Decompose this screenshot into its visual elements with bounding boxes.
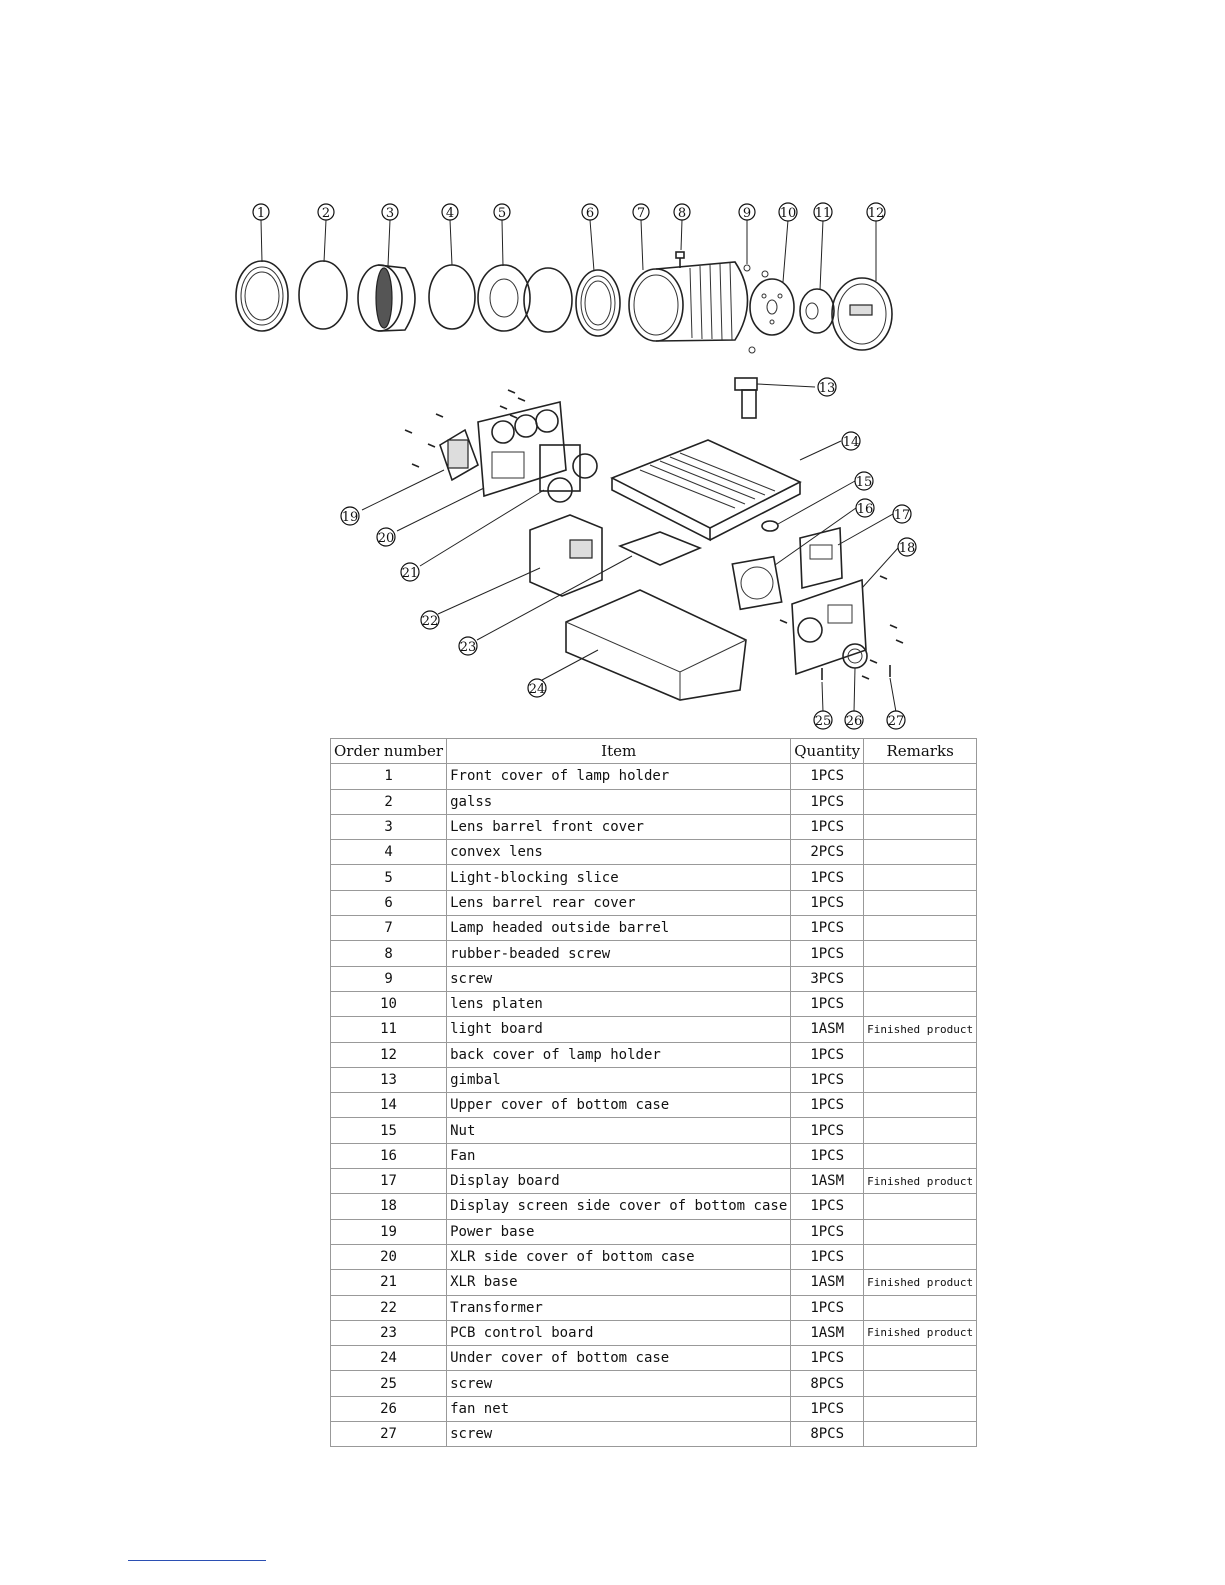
cell-order-number: 18 [331, 1194, 447, 1219]
cell-order-number: 22 [331, 1295, 447, 1320]
cell-quantity: 1PCS [791, 1042, 864, 1067]
cell-order-number: 8 [331, 941, 447, 966]
svg-text:14: 14 [842, 435, 860, 450]
cell-remarks [864, 1295, 977, 1320]
table-row [331, 1042, 977, 1067]
cell-order-number: 4 [331, 840, 447, 865]
callout-18 [898, 538, 916, 556]
cell-item: Lens barrel rear cover [447, 890, 791, 915]
table-row [331, 1320, 977, 1345]
cell-quantity: 1PCS [791, 1346, 864, 1371]
table-row [331, 890, 977, 915]
cell-item: Display screen side cover of bottom case [447, 1194, 791, 1219]
svg-text:12: 12 [867, 206, 885, 221]
svg-text:11: 11 [814, 206, 832, 221]
cell-quantity: 1PCS [791, 1244, 864, 1269]
callout-22 [421, 611, 439, 629]
cell-quantity: 1PCS [791, 1295, 864, 1320]
cell-order-number: 10 [331, 991, 447, 1016]
part-12-back-cover [832, 278, 892, 350]
cell-order-number: 25 [331, 1371, 447, 1396]
cell-quantity: 1PCS [791, 1118, 864, 1143]
part-17-display-board [800, 528, 842, 588]
cell-item: Under cover of bottom case [447, 1346, 791, 1371]
cell-remarks [864, 1396, 977, 1421]
cell-order-number: 17 [331, 1169, 447, 1194]
table-row [331, 1396, 977, 1421]
cell-order-number: 16 [331, 1143, 447, 1168]
parts-table-body [331, 764, 977, 1447]
callout-7 [633, 204, 649, 221]
cell-quantity: 1PCS [791, 1067, 864, 1092]
table-header-row [331, 739, 977, 764]
cell-order-number: 5 [331, 865, 447, 890]
callout-6 [582, 204, 598, 221]
cell-item: convex lens [447, 840, 791, 865]
part-19-power-base [440, 430, 478, 480]
cell-item: light board [447, 1017, 791, 1042]
svg-text:15: 15 [855, 475, 873, 490]
part-8-rubber-beaded-screw [676, 252, 684, 268]
table-row [331, 966, 977, 991]
cell-item: Lamp headed outside barrel [447, 916, 791, 941]
table-row [331, 1270, 977, 1295]
table-row [331, 865, 977, 890]
part-6-lens-barrel-rear-cover [576, 270, 620, 336]
cell-quantity: 1PCS [791, 1143, 864, 1168]
cell-remarks: Finished product [864, 1169, 977, 1194]
svg-text:25: 25 [814, 714, 832, 729]
table-row [331, 1093, 977, 1118]
cell-item: screw [447, 966, 791, 991]
cell-order-number: 23 [331, 1320, 447, 1345]
part-11-light-board [800, 289, 834, 333]
callout-21 [401, 563, 419, 581]
cell-quantity: 2PCS [791, 840, 864, 865]
cell-remarks [864, 941, 977, 966]
callout-3 [382, 204, 398, 221]
cell-remarks [864, 764, 977, 789]
base-case-parts [405, 378, 903, 700]
cell-item: rubber-beaded screw [447, 941, 791, 966]
cell-item: back cover of lamp holder [447, 1042, 791, 1067]
part-4-convex-lens [429, 265, 475, 329]
cell-order-number: 15 [331, 1118, 447, 1143]
cell-remarks [864, 1093, 977, 1118]
table-row [331, 1067, 977, 1092]
cell-quantity: 1ASM [791, 1017, 864, 1042]
convex-lens-second [524, 268, 572, 332]
part-13-gimbal [735, 378, 757, 418]
cell-quantity: 1PCS [791, 890, 864, 915]
cell-item: Transformer [447, 1295, 791, 1320]
cell-item: gimbal [447, 1067, 791, 1092]
cell-item: XLR side cover of bottom case [447, 1244, 791, 1269]
cell-order-number: 19 [331, 1219, 447, 1244]
svg-text:24: 24 [528, 682, 546, 697]
cell-order-number: 11 [331, 1017, 447, 1042]
svg-text:20: 20 [377, 531, 395, 546]
part-5-light-blocking-slice [478, 265, 530, 331]
cell-order-number: 9 [331, 966, 447, 991]
cell-item: Front cover of lamp holder [447, 764, 791, 789]
callout-11 [814, 203, 832, 221]
table-row [331, 1346, 977, 1371]
cell-order-number: 12 [331, 1042, 447, 1067]
cell-quantity: 1PCS [791, 865, 864, 890]
svg-text:19: 19 [341, 510, 359, 525]
table-row [331, 1017, 977, 1042]
svg-text:22: 22 [421, 614, 439, 629]
svg-text:26: 26 [845, 714, 863, 729]
table-row [331, 1169, 977, 1194]
cell-item: Nut [447, 1118, 791, 1143]
cell-item: screw [447, 1371, 791, 1396]
header-item: Item [447, 739, 791, 764]
cell-remarks: Finished product [864, 1270, 977, 1295]
table-row [331, 1143, 977, 1168]
svg-text:7: 7 [636, 206, 646, 221]
cell-remarks [864, 840, 977, 865]
cell-item: lens platen [447, 991, 791, 1016]
svg-text:23: 23 [459, 640, 477, 655]
svg-text:8: 8 [677, 206, 687, 221]
header-quantity: Quantity [791, 739, 864, 764]
cell-order-number: 27 [331, 1422, 447, 1447]
part-2-glass [299, 261, 347, 329]
cell-remarks [864, 865, 977, 890]
callout-16 [856, 499, 874, 517]
cell-order-number: 20 [331, 1244, 447, 1269]
part-18-display-side-cover [792, 580, 866, 674]
table-row [331, 840, 977, 865]
cell-quantity: 1PCS [791, 941, 864, 966]
cell-quantity: 1ASM [791, 1270, 864, 1295]
cell-order-number: 26 [331, 1396, 447, 1421]
svg-text:10: 10 [779, 206, 797, 221]
callout-8 [674, 204, 690, 221]
part-10-lens-platen [750, 279, 794, 335]
callout-4 [442, 204, 458, 221]
svg-text:27: 27 [887, 714, 905, 729]
callout-13 [818, 378, 836, 396]
svg-text:18: 18 [898, 541, 916, 556]
cell-order-number: 13 [331, 1067, 447, 1092]
part-22-transformer [530, 515, 602, 596]
callout-1 [253, 204, 269, 221]
cell-quantity: 1PCS [791, 991, 864, 1016]
cell-remarks [864, 1194, 977, 1219]
callout-23 [459, 637, 477, 655]
lamp-head-parts [236, 252, 892, 353]
cell-remarks [864, 1143, 977, 1168]
cell-quantity: 1PCS [791, 1396, 864, 1421]
exploded-view-diagram [0, 0, 1225, 740]
svg-text:9: 9 [742, 206, 752, 221]
cell-remarks [864, 991, 977, 1016]
cell-order-number: 24 [331, 1346, 447, 1371]
cell-remarks: Finished product [864, 1017, 977, 1042]
part-21-xlr-base [540, 445, 597, 502]
cell-remarks [864, 1219, 977, 1244]
cell-quantity: 3PCS [791, 966, 864, 991]
callout-25 [814, 711, 832, 729]
cell-quantity: 1PCS [791, 1194, 864, 1219]
cell-quantity: 1PCS [791, 1093, 864, 1118]
cell-order-number: 6 [331, 890, 447, 915]
cell-quantity: 1PCS [791, 1219, 864, 1244]
callout-26 [845, 711, 863, 729]
callout-12 [867, 203, 885, 221]
table-row [331, 1422, 977, 1447]
cell-quantity: 1ASM [791, 1169, 864, 1194]
cell-item: fan net [447, 1396, 791, 1421]
cell-order-number: 1 [331, 764, 447, 789]
part-14-upper-cover [612, 440, 800, 540]
cell-remarks [864, 1371, 977, 1396]
callout-15 [855, 472, 873, 490]
cell-item: Lens barrel front cover [447, 814, 791, 839]
svg-text:21: 21 [401, 566, 419, 581]
callout-19 [341, 507, 359, 525]
part-15-nut [762, 521, 778, 531]
svg-text:17: 17 [893, 508, 911, 523]
callouts [253, 203, 916, 729]
callout-2 [318, 204, 334, 221]
cell-quantity: 1PCS [791, 764, 864, 789]
part-1-front-cover [236, 261, 288, 331]
header-remarks: Remarks [864, 739, 977, 764]
cell-item: XLR base [447, 1270, 791, 1295]
table-row [331, 1219, 977, 1244]
cell-item: PCB control board [447, 1320, 791, 1345]
cell-remarks [864, 789, 977, 814]
cell-item: Power base [447, 1219, 791, 1244]
callout-9 [739, 204, 755, 221]
cell-order-number: 21 [331, 1270, 447, 1295]
svg-text:16: 16 [856, 502, 874, 517]
table-row [331, 941, 977, 966]
cell-remarks [864, 916, 977, 941]
callout-10 [779, 203, 797, 221]
table-row [331, 764, 977, 789]
cell-remarks [864, 890, 977, 915]
cell-order-number: 3 [331, 814, 447, 839]
part-16-fan [732, 557, 781, 610]
cell-order-number: 7 [331, 916, 447, 941]
cell-item: galss [447, 789, 791, 814]
cell-remarks [864, 814, 977, 839]
part-3-lens-barrel-front-cover [358, 265, 415, 331]
cell-quantity: 1PCS [791, 916, 864, 941]
part-23-pcb-control-board [620, 532, 700, 565]
cell-item: Light-blocking slice [447, 865, 791, 890]
table-row [331, 916, 977, 941]
cell-remarks [864, 1118, 977, 1143]
cell-quantity: 1PCS [791, 789, 864, 814]
cell-remarks [864, 1346, 977, 1371]
part-7-outside-barrel [629, 262, 748, 341]
svg-text:6: 6 [585, 206, 595, 221]
cell-item: Upper cover of bottom case [447, 1093, 791, 1118]
table-row [331, 1194, 977, 1219]
cell-item: Fan [447, 1143, 791, 1168]
cell-remarks [864, 1244, 977, 1269]
callout-20 [377, 528, 395, 546]
cell-quantity: 1PCS [791, 814, 864, 839]
cell-remarks [864, 966, 977, 991]
callout-24 [528, 679, 546, 697]
cell-remarks [864, 1067, 977, 1092]
cell-item: Display board [447, 1169, 791, 1194]
svg-text:1: 1 [256, 206, 266, 221]
cell-remarks [864, 1422, 977, 1447]
table-row [331, 1295, 977, 1320]
callout-14 [842, 432, 860, 450]
svg-text:5: 5 [497, 206, 507, 221]
table-row [331, 814, 977, 839]
cell-item: screw [447, 1422, 791, 1447]
table-row [331, 1371, 977, 1396]
parts-list-table [330, 738, 977, 1447]
svg-text:2: 2 [321, 206, 331, 221]
svg-text:4: 4 [445, 206, 455, 221]
part-20-xlr-side-cover [478, 402, 566, 496]
cell-remarks [864, 1042, 977, 1067]
footer-rule [128, 1560, 266, 1561]
cell-quantity: 1ASM [791, 1320, 864, 1345]
cell-order-number: 2 [331, 789, 447, 814]
svg-text:13: 13 [818, 381, 836, 396]
table-row [331, 789, 977, 814]
svg-text:3: 3 [385, 206, 395, 221]
header-order-number: Order number [331, 739, 447, 764]
callout-5 [494, 204, 510, 221]
cell-quantity: 8PCS [791, 1371, 864, 1396]
cell-quantity: 8PCS [791, 1422, 864, 1447]
table-row [331, 1244, 977, 1269]
cell-order-number: 14 [331, 1093, 447, 1118]
callout-27 [887, 711, 905, 729]
table-row [331, 1118, 977, 1143]
part-24-under-cover [566, 590, 746, 700]
cell-remarks: Finished product [864, 1320, 977, 1345]
table-row [331, 991, 977, 1016]
callout-17 [893, 505, 911, 523]
